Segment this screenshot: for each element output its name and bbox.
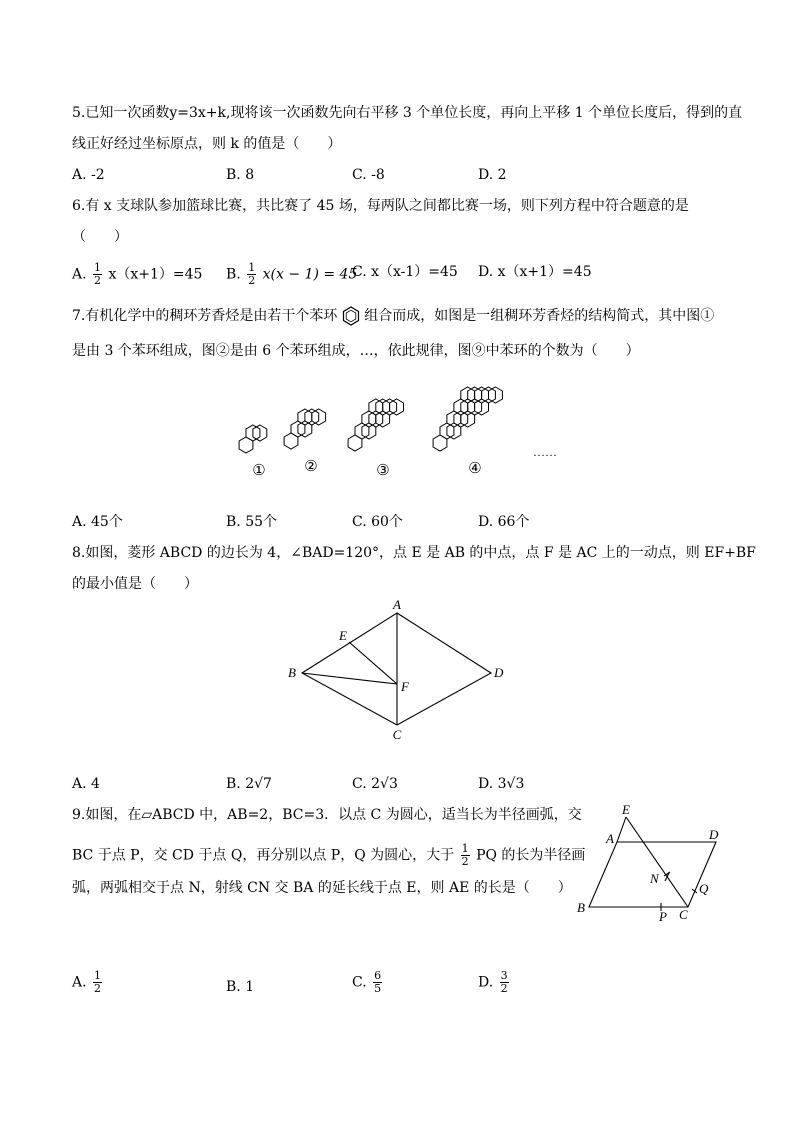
q9-line2-fraction <box>461 843 470 868</box>
q6-option-c[interactable]: C. x（x-1）=45 <box>352 264 458 280</box>
q9-parallelogram-figure <box>570 800 770 930</box>
fraction-numerator: 1 <box>94 969 102 982</box>
q7-option-a[interactable]: A. 45个 <box>72 514 123 530</box>
q8-line1: 8.如图，菱形 ABCD 的边长为 4，∠BAD=120°，点 E 是 AB 的中点，点 F 是 AC 上的一动点，则 EF+BF <box>72 545 756 561</box>
figure-ellipsis: …… <box>533 445 557 459</box>
point-label-n: N <box>650 871 659 886</box>
benzene-ring-icon <box>342 306 360 326</box>
q8-option-a[interactable]: A. 4 <box>72 776 100 792</box>
q6-option-a-prefix: A. <box>72 266 87 283</box>
point-label-e: E <box>622 802 630 817</box>
q8-rhombus-figure <box>0 596 794 756</box>
q6-option-a-fraction <box>93 262 102 287</box>
figure-label-3: ③ <box>376 463 390 479</box>
q8-option-c[interactable]: C. 2√3 <box>352 776 398 792</box>
q6-option-a-rest: x（x+1）=45 <box>108 266 203 283</box>
q9-option-a-fraction <box>93 970 102 995</box>
q8-option-b[interactable]: B. 2√7 <box>226 776 272 792</box>
q6-option-b-fraction <box>247 262 256 287</box>
q6-line2: （ ） <box>72 229 128 245</box>
q9-option-d[interactable] <box>478 970 511 995</box>
q9-option-d-fraction <box>500 970 509 995</box>
fraction-denominator: 2 <box>94 982 102 995</box>
fraction-denominator: 2 <box>461 855 469 868</box>
q6-option-b-prefix: B. <box>226 266 241 283</box>
q6-line1: 6.有 x 支球队参加篮球比赛，共比赛了 45 场，每两队之间都比赛一场，则下列方程中符合题意的是 <box>72 198 689 214</box>
q5-option-a[interactable]: A. -2 <box>72 167 105 183</box>
point-label-c: C <box>392 727 402 742</box>
q9-line2 <box>72 843 585 868</box>
segment-ef <box>349 642 397 684</box>
q7-benzene-figure <box>0 360 794 490</box>
point-label-b: B <box>288 665 296 680</box>
benzene-ring-patterns <box>239 387 502 453</box>
fraction-denominator: 2 <box>500 982 508 995</box>
q9-option-c-prefix: C. <box>352 974 367 991</box>
fraction-numerator: 1 <box>248 261 256 274</box>
q6-option-b-rest: x(x − 1) = 45 <box>262 266 358 283</box>
point-label-e: E <box>339 628 347 643</box>
figure-label-4: ④ <box>468 461 482 477</box>
q9-line3: 弧，两弧相交于点 N，射线 CN 交 BA 的延长线于点 E，则 AE 的长是（ ） <box>72 880 572 896</box>
q9-option-c[interactable] <box>352 970 384 995</box>
fraction-numerator: 3 <box>500 969 508 982</box>
fraction-denominator: 2 <box>94 274 102 287</box>
q6-option-d[interactable]: D. x（x+1）=45 <box>478 264 592 280</box>
q7-line2: 是由 3 个苯环组成，图②是由 6 个苯环组成，…，依此规律，图⑨中苯环的个数为（ ） <box>72 343 640 359</box>
fraction-numerator: 1 <box>461 842 469 855</box>
q5-option-c[interactable]: C. -8 <box>352 167 385 183</box>
point-label-f: F <box>401 679 409 694</box>
q9-option-a[interactable] <box>72 970 104 995</box>
point-label-a: A <box>393 597 401 612</box>
q7-line1-part-b: 组合而成，如图是一组稠环芳香烃的结构简式，其中图① <box>364 308 715 324</box>
point-label-d: D <box>494 665 504 680</box>
q8-option-d[interactable]: D. 3√3 <box>478 776 525 792</box>
q7-line1 <box>72 306 714 326</box>
q7-option-d[interactable]: D. 66个 <box>478 514 530 530</box>
figure-label-1: ① <box>252 463 266 479</box>
figure-label-2: ② <box>304 459 318 475</box>
q5-line2: 线正好经过坐标原点，则 k 的值是（ ） <box>72 136 342 152</box>
q9-line2-part-b: PQ 的长为半径画 <box>476 847 586 864</box>
q5-option-d[interactable]: D. 2 <box>478 167 507 183</box>
q7-option-b[interactable]: B. 55个 <box>226 514 278 530</box>
q9-option-c-fraction <box>373 970 382 995</box>
q7-line1-part-a: 7.有机化学中的稠环芳香烃是由若干个苯环 <box>72 308 338 324</box>
fraction-denominator: 2 <box>248 274 256 287</box>
q5-option-b[interactable]: B. 8 <box>226 167 255 183</box>
q7-option-c[interactable]: C. 60个 <box>352 514 403 530</box>
fraction-denominator: 5 <box>374 982 382 995</box>
q9-option-d-prefix: D. <box>478 974 494 991</box>
q6-option-a[interactable] <box>72 262 202 287</box>
q9-option-a-prefix: A. <box>72 974 87 991</box>
q6-option-b[interactable] <box>226 262 357 287</box>
extension-ae <box>617 817 626 842</box>
q9-line2-part-a: BC 于点 P，交 CD 于点 Q，再分别以点 P，Q 为圆心，大于 <box>72 847 455 864</box>
segment-bf <box>302 673 397 684</box>
ray-cn <box>626 817 688 907</box>
fraction-numerator: 6 <box>374 969 382 982</box>
point-label-p: P <box>659 909 667 924</box>
point-label-d: D <box>709 827 719 842</box>
q9-line1: 9.如图，在▱ABCD 中，AB=2，BC=3．以点 C 为圆心，适当长为半径画弧，交 <box>72 807 582 823</box>
point-label-q: Q <box>699 881 709 896</box>
q8-line2: 的最小值是（ ） <box>72 576 198 592</box>
point-label-a: A <box>606 831 614 846</box>
fraction-numerator: 1 <box>94 261 102 274</box>
q5-line1: 5.已知一次函数y=3x+k,现将该一次函数先向右平移 3 个单位长度，再向上平移 1 个单位长度后，得到的直 <box>72 105 743 121</box>
point-label-c: C <box>679 907 688 922</box>
point-label-b: B <box>577 900 585 915</box>
q9-option-b[interactable]: B. 1 <box>226 979 255 995</box>
